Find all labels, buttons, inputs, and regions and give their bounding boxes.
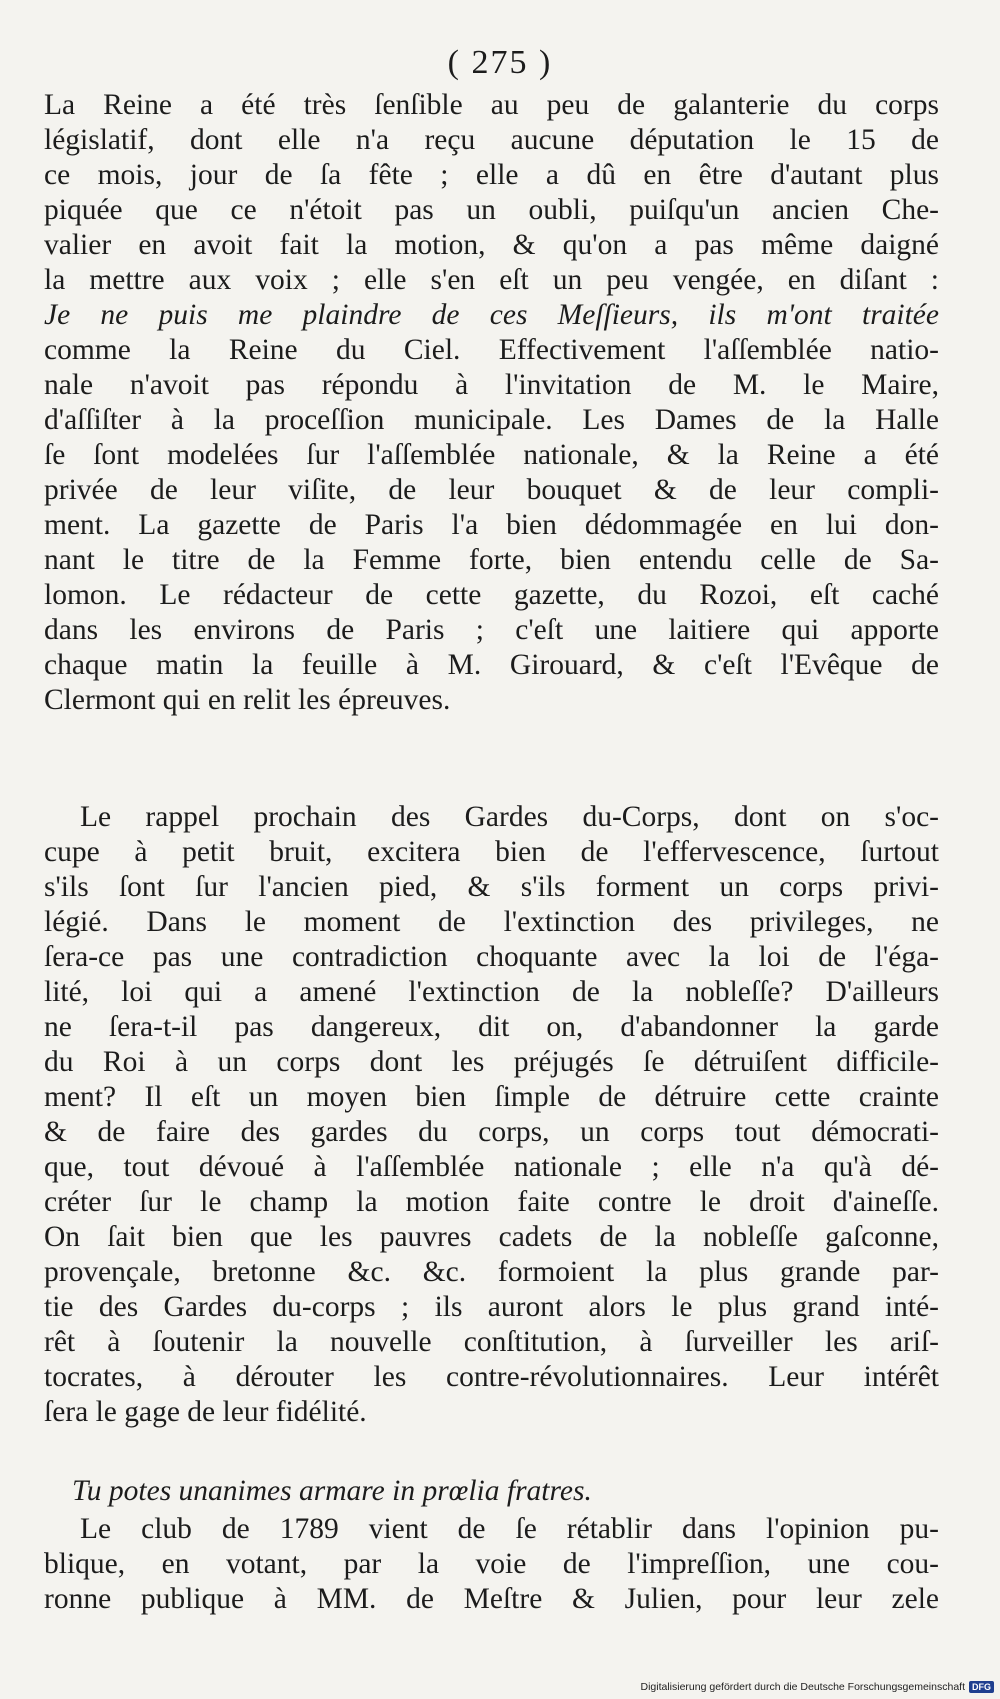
text-line: chaque matin la feuille à M. Girouard, & c'eſt l'Evêque de xyxy=(44,649,939,681)
epigraph xyxy=(44,1474,939,1509)
epigraph-line: Tu potes unanimes armare in prœlia fratres. xyxy=(72,1475,592,1507)
text-line: lité, loi qui a amené l'extinction de la nobleſſe? D'ailleurs xyxy=(44,976,939,1008)
text-line: & de faire des gardes du corps, un corps tout démocrati- xyxy=(44,1116,939,1148)
text-line: Le club de 1789 vient de ſe rétablir dans l'opinion pu- xyxy=(80,1513,939,1545)
text-line: créter ſur le champ la motion faite contre le droit d'aineſſe. xyxy=(44,1186,939,1218)
paragraph-2 xyxy=(44,800,939,1430)
text-line: La Reine a été très ſenſible au peu de galanterie du corps xyxy=(44,89,939,121)
text-line: Le rappel prochain des Gardes du-Corps, dont on s'oc- xyxy=(80,801,939,833)
dfg-logo: DFG xyxy=(969,1681,994,1693)
text-line: blique, en votant, par la voie de l'impreſſion, une cou- xyxy=(44,1548,939,1580)
text-line: du Roi à un corps dont les préjugés ſe détruiſent difficile- xyxy=(44,1046,939,1078)
page-number: ( 275 ) xyxy=(447,44,553,81)
text-line: cupe à petit bruit, excitera bien de l'effervescence, ſurtout xyxy=(44,836,939,868)
text-line: On ſait bien que les pauvres cadets de la nobleſſe gaſconne, xyxy=(44,1221,939,1253)
text-line: s'ils ſont ſur l'ancien pied, & s'ils forment un corps privi- xyxy=(44,871,939,903)
text-line: ce mois, jour de ſa fête ; elle a dû en être d'autant plus xyxy=(44,159,939,191)
text-line: ne ſera-t-il pas dangereux, dit on, d'abandonner la garde xyxy=(44,1011,939,1043)
text-line: privée de leur viſite, de leur bouquet & de leur compli- xyxy=(44,474,939,506)
text-line: comme la Reine du Ciel. Effectivement l'aſſemblée natio- xyxy=(44,334,939,366)
text-line: dans les environs de Paris ; c'eſt une laitiere qui apporte xyxy=(44,614,939,646)
text-line: nant le titre de la Femme forte, bien entendu celle de Sa- xyxy=(44,544,939,576)
text-line: rêt à ſoutenir la nouvelle conſtitution, à ſurveiller les ariſ- xyxy=(44,1326,939,1358)
text-line: ment. La gazette de Paris l'a bien dédommagée en lui don- xyxy=(44,509,939,541)
text-line: tie des Gardes du-corps ; ils auront alors le plus grand inté- xyxy=(44,1291,939,1323)
text-line: ſera-ce pas une contradiction choquante avec la loi de l'éga- xyxy=(44,941,939,973)
text-line: ſe ſont modelées ſur l'aſſemblée nationale, & la Reine a été xyxy=(44,439,939,471)
text-line: d'aſſiſter à la proceſſion municipale. Les Dames de la Halle xyxy=(44,404,939,436)
text-line: législatif, dont elle n'a reçu aucune députation le 15 de xyxy=(44,124,939,156)
text-line: nale n'avoit pas répondu à l'invitation de M. le Maire, xyxy=(44,369,939,401)
text-line: tocrates, à dérouter les contre-révolutionnaires. Leur intérêt xyxy=(44,1361,939,1393)
text-line: provençale, bretonne &c. &c. formoient la plus grande par- xyxy=(44,1256,939,1288)
text-line: que, tout dévoué à l'aſſemblée nationale ; elle n'a qu'à dé- xyxy=(44,1151,939,1183)
text-line: ſera le gage de leur fidélité. xyxy=(44,1396,367,1428)
text-line: ment? Il eſt un moyen bien ſimple de détruire cette crainte xyxy=(44,1081,939,1113)
credit-text: Digitalisierung gefördert durch die Deutsche Forschungsgemeinschaft xyxy=(640,1681,965,1693)
text-line: piquée que ce n'étoit pas un oubli, puiſqu'un ancien Che- xyxy=(44,194,939,226)
text-line: valier en avoit fait la motion, & qu'on a pas même daigné xyxy=(44,229,939,261)
text-line: la mettre aux voix ; elle s'en eſt un peu vengée, en diſant : xyxy=(44,264,939,296)
digitization-credit xyxy=(640,1681,994,1693)
text-line: lomon. Le rédacteur de cette gazette, du Rozoi, eſt caché xyxy=(44,579,939,611)
paragraph-3 xyxy=(44,1512,939,1617)
text-line: légié. Dans le moment de l'extinction des privileges, ne xyxy=(44,906,939,938)
paragraph-1 xyxy=(44,88,939,718)
text-line: Je ne puis me plaindre de ces Meſſieurs, ils m'ont traitée xyxy=(44,299,939,331)
text-line: ronne publique à MM. de Meſtre & Julien, pour leur zele xyxy=(44,1583,939,1615)
text-line: Clermont qui en relit les épreuves. xyxy=(44,684,451,716)
